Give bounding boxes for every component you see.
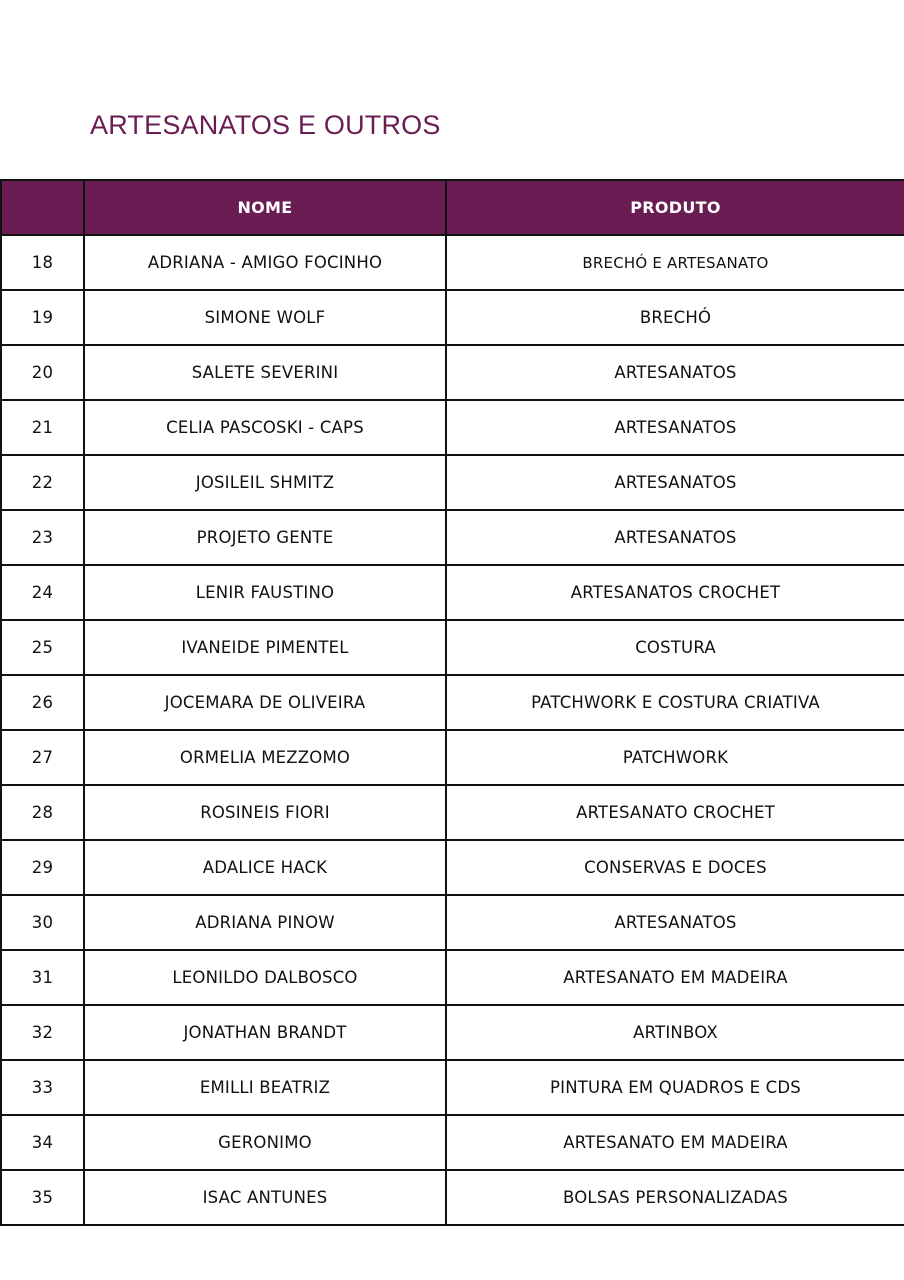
table-row — [1, 840, 904, 895]
row-number: 35 — [1, 1170, 84, 1225]
row-nome: GERONIMO — [84, 1115, 446, 1170]
row-nome: JOSILEIL SHMITZ — [84, 455, 446, 510]
row-produto: ARTESANATO EM MADEIRA — [446, 1115, 904, 1170]
row-nome: ADRIANA - AMIGO FOCINHO — [84, 235, 446, 290]
row-number: 33 — [1, 1060, 84, 1115]
table-row — [1, 455, 904, 510]
row-produto: ARTINBOX — [446, 1005, 904, 1060]
row-nome: LENIR FAUSTINO — [84, 565, 446, 620]
header-nome: NOME — [84, 180, 446, 235]
row-nome: CELIA PASCOSKI - CAPS — [84, 400, 446, 455]
row-number: 24 — [1, 565, 84, 620]
page-title: ARTESANATOS E OUTROS — [90, 110, 441, 140]
row-nome: JOCEMARA DE OLIVEIRA — [84, 675, 446, 730]
row-nome: ROSINEIS FIORI — [84, 785, 446, 840]
table-row — [1, 290, 904, 345]
table-row — [1, 1060, 904, 1115]
row-nome: IVANEIDE PIMENTEL — [84, 620, 446, 675]
table-row — [1, 675, 904, 730]
row-nome: JONATHAN BRANDT — [84, 1005, 446, 1060]
row-produto: BOLSAS PERSONALIZADAS — [446, 1170, 904, 1225]
table-header-row — [1, 180, 904, 235]
row-produto: BRECHÓ — [446, 290, 904, 345]
table-row — [1, 785, 904, 840]
row-number: 29 — [1, 840, 84, 895]
row-produto: ARTESANATOS — [446, 510, 904, 565]
row-number: 32 — [1, 1005, 84, 1060]
row-produto: COSTURA — [446, 620, 904, 675]
row-number: 18 — [1, 235, 84, 290]
row-nome: ADRIANA PINOW — [84, 895, 446, 950]
row-number: 19 — [1, 290, 84, 345]
row-nome: ADALICE HACK — [84, 840, 446, 895]
table-row — [1, 565, 904, 620]
row-produto: ARTESANATOS CROCHET — [446, 565, 904, 620]
row-number: 30 — [1, 895, 84, 950]
row-nome: SIMONE WOLF — [84, 290, 446, 345]
row-number: 22 — [1, 455, 84, 510]
row-number: 28 — [1, 785, 84, 840]
row-number: 23 — [1, 510, 84, 565]
row-produto: CONSERVAS E DOCES — [446, 840, 904, 895]
vendors-table — [0, 179, 904, 1226]
table-row — [1, 345, 904, 400]
table-row — [1, 730, 904, 785]
row-produto: PATCHWORK — [446, 730, 904, 785]
row-produto: PATCHWORK E COSTURA CRIATIVA — [446, 675, 904, 730]
row-produto: ARTESANATOS — [446, 400, 904, 455]
row-produto: ARTESANATOS — [446, 455, 904, 510]
row-number: 20 — [1, 345, 84, 400]
table-row — [1, 1005, 904, 1060]
table-row — [1, 950, 904, 1005]
table-row — [1, 400, 904, 455]
row-produto: PINTURA EM QUADROS E CDS — [446, 1060, 904, 1115]
row-produto: ARTESANATO CROCHET — [446, 785, 904, 840]
row-produto: ARTESANATO EM MADEIRA — [446, 950, 904, 1005]
row-number: 31 — [1, 950, 84, 1005]
row-number: 21 — [1, 400, 84, 455]
row-produto: ARTESANATOS — [446, 895, 904, 950]
row-produto: ARTESANATOS — [446, 345, 904, 400]
row-number: 34 — [1, 1115, 84, 1170]
row-number: 27 — [1, 730, 84, 785]
row-nome: ISAC ANTUNES — [84, 1170, 446, 1225]
header-number — [1, 180, 84, 235]
table-row — [1, 1115, 904, 1170]
table-row — [1, 510, 904, 565]
table-row — [1, 1170, 904, 1225]
table-row — [1, 620, 904, 675]
row-nome: EMILLI BEATRIZ — [84, 1060, 446, 1115]
row-number: 26 — [1, 675, 84, 730]
row-number: 25 — [1, 620, 84, 675]
table-row — [1, 235, 904, 290]
row-nome: ORMELIA MEZZOMO — [84, 730, 446, 785]
row-produto: BRECHÓ E ARTESANATO — [446, 235, 904, 290]
row-nome: PROJETO GENTE — [84, 510, 446, 565]
table-row — [1, 895, 904, 950]
row-nome: LEONILDO DALBOSCO — [84, 950, 446, 1005]
row-nome: SALETE SEVERINI — [84, 345, 446, 400]
header-produto: PRODUTO — [446, 180, 904, 235]
